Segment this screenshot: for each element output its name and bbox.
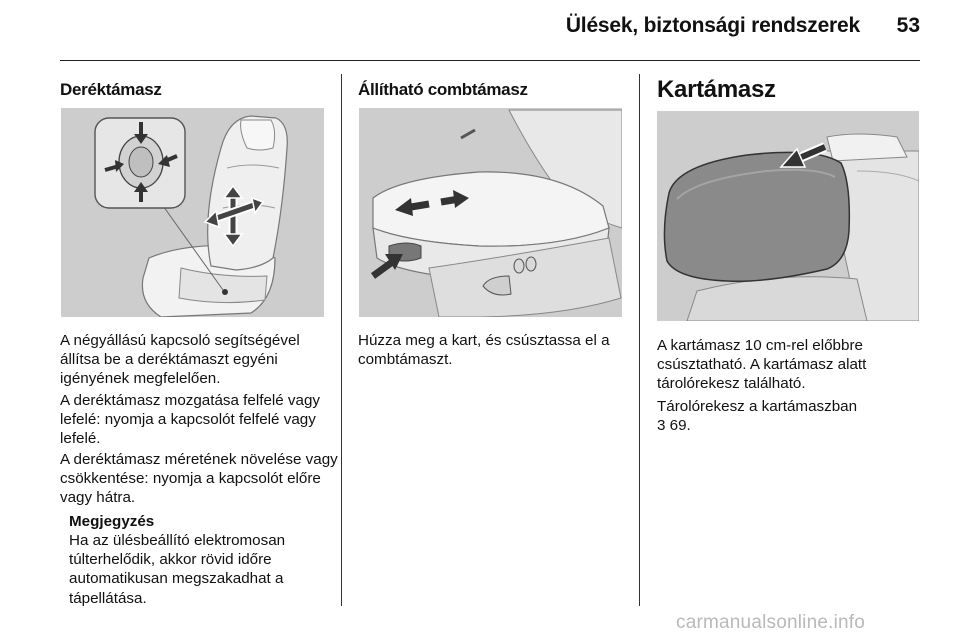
lumbar-support-illustration: [61, 108, 324, 317]
column-divider-2: [639, 74, 640, 606]
watermark: carmanualsonline.info: [676, 612, 866, 633]
armrest-illustration: [657, 111, 919, 321]
column-divider-1: [341, 74, 342, 606]
lumbar-paragraph-2: A deréktámasz mozgatása felfelé vagy lefelé: nyomja a kapcsolót felfelé vagy lefelé.: [60, 392, 321, 448]
armrest-paragraph-2: Tárolórekesz a kartámaszban: [657, 398, 858, 415]
lumbar-paragraph-3: A deréktámasz méretének növelése vagy csökkentése: nyomja a kapcsolót előre vagy hátra.: [60, 451, 338, 507]
section-heading-thigh-support: Állítható combtámasz: [358, 80, 528, 99]
page-number: 53: [896, 14, 920, 37]
thigh-paragraph-1: Húzza meg a kart, és csúsztassa el a combtámaszt.: [358, 332, 610, 369]
thigh-support-illustration: [359, 108, 622, 317]
note-text: Ha az ülésbeállító elektromosan túlterhelődik, akkor rövid időre automatikusan megszakadhat a tápellátása.: [69, 532, 286, 607]
header-rule: [60, 60, 920, 61]
armrest-paragraph-1: A kartámasz 10 cm-rel előbbre csúsztatható. A kartámasz alatt tárolórekesz található.: [657, 337, 867, 393]
note-label: Megjegyzés: [69, 513, 155, 530]
page-header-title: Ülések, biztonsági rendszerek: [565, 14, 860, 37]
section-heading-lumbar-support: Deréktámasz: [60, 80, 162, 99]
section-heading-armrest: Kartámasz: [657, 76, 776, 103]
armrest-page-reference[interactable]: 3 69.: [657, 417, 691, 434]
lumbar-paragraph-1: A négyállású kapcsoló segítségével állítsa be a deréktámaszt egyéni igényének megfelelően.: [60, 332, 300, 388]
